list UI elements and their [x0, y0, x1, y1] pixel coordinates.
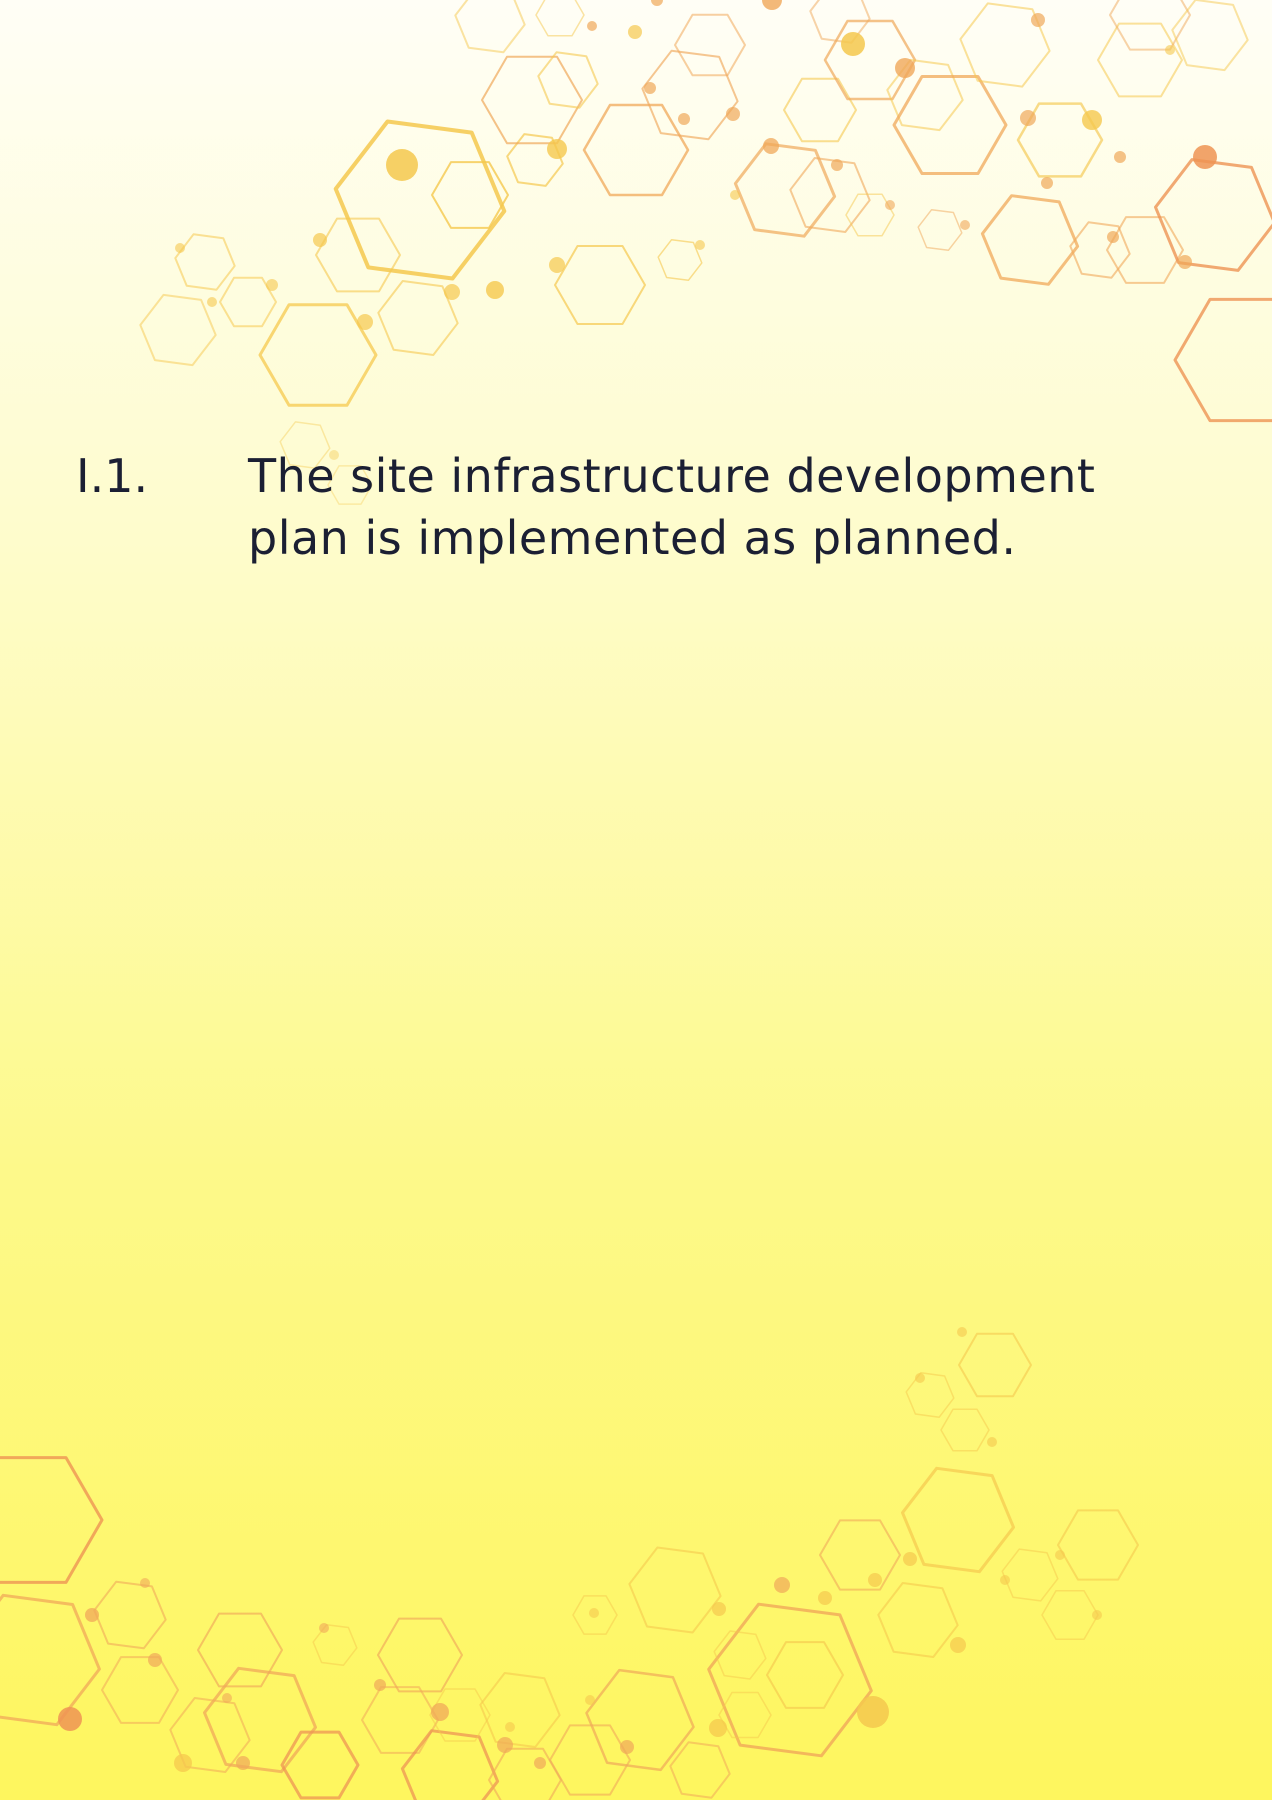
decorative-node-dot — [1020, 110, 1036, 126]
decorative-node-dot — [726, 107, 740, 121]
decorative-node-dot — [1041, 177, 1053, 189]
decorative-node-dot — [386, 149, 418, 181]
decorative-node-dot — [818, 1591, 832, 1605]
decorative-node-dot — [589, 1608, 599, 1618]
decorative-hexagon — [587, 1670, 694, 1770]
decorative-hexagon — [1058, 1510, 1138, 1579]
decorative-hexagon — [480, 1673, 559, 1747]
decorative-hexagon — [102, 1657, 178, 1723]
decorative-hexagon — [959, 1334, 1031, 1396]
decorative-hexagon — [336, 122, 505, 279]
decorative-node-dot — [236, 1756, 250, 1770]
decorative-hexagon — [1175, 299, 1272, 420]
decorative-node-dot — [695, 240, 705, 250]
decorative-node-dot — [1000, 1575, 1010, 1585]
decorative-hexagon — [140, 295, 215, 365]
decorative-node-dot — [174, 1754, 192, 1772]
decorative-hexagon — [1042, 1591, 1098, 1639]
decorative-node-dot — [587, 21, 597, 31]
decorative-hexagon — [0, 1595, 99, 1724]
decorative-node-dot — [841, 32, 865, 56]
decorative-hexagon — [709, 1604, 872, 1756]
decorative-hexagon — [918, 210, 962, 251]
decorative-node-dot — [357, 314, 373, 330]
decorative-node-dot — [915, 1373, 925, 1383]
decorative-node-dot — [651, 0, 663, 6]
decorative-node-dot — [431, 1703, 449, 1721]
decorative-node-dot — [1165, 45, 1175, 55]
decorative-node-dot — [960, 220, 970, 230]
decorative-node-dot — [58, 1707, 82, 1731]
decorative-node-dot — [1055, 1550, 1065, 1560]
decorative-hexagon — [820, 1520, 900, 1589]
decorative-node-dot — [644, 82, 656, 94]
decorative-hexagon — [316, 219, 400, 292]
decorative-hexagon — [1002, 1549, 1058, 1601]
decorative-hexagon — [941, 1409, 989, 1451]
decorative-hexagon — [767, 1642, 843, 1708]
decorative-node-dot — [1092, 1610, 1102, 1620]
decorative-node-dot — [895, 58, 915, 78]
decorative-hexagon — [714, 1631, 766, 1679]
decorative-hexagon — [94, 1582, 165, 1649]
decorative-node-dot — [774, 1577, 790, 1593]
decorative-node-dot — [148, 1653, 162, 1667]
decorative-node-dot — [1107, 231, 1119, 243]
decorative-hexagon — [1098, 24, 1182, 97]
decorative-hexagon — [735, 144, 834, 236]
decorative-node-dot — [957, 1327, 967, 1337]
decorative-hexagon — [198, 1614, 282, 1687]
decorative-hexagon — [1156, 160, 1272, 271]
decorative-hexagon — [1172, 0, 1247, 70]
decorative-hexagon — [629, 1548, 720, 1633]
section-number: I.1. — [76, 449, 149, 503]
decorative-hexagon — [906, 1373, 954, 1417]
decorative-node-dot — [730, 190, 740, 200]
decorative-hexagon — [903, 1468, 1014, 1571]
decorative-node-dot — [1031, 13, 1045, 27]
decorative-hexagon — [550, 1725, 630, 1794]
decorative-node-dot — [313, 233, 327, 247]
decorative-node-dot — [678, 113, 690, 125]
section-text: The site infrastructure development plan is implemented as planned. — [248, 449, 1096, 565]
decorative-node-dot — [1082, 110, 1102, 130]
decorative-hexagon — [538, 52, 597, 107]
decorative-hexagon — [378, 1619, 462, 1692]
decorative-hexagon — [536, 0, 584, 36]
decorative-node-dot — [987, 1437, 997, 1447]
decorative-node-dot — [505, 1722, 515, 1732]
decorative-node-dot — [444, 284, 460, 300]
decorative-node-dot — [903, 1552, 917, 1566]
decorative-hexagon — [982, 196, 1077, 285]
decorative-node-dot — [319, 1623, 329, 1633]
decorative-node-dot — [207, 297, 217, 307]
decorative-node-dot — [85, 1608, 99, 1622]
decorative-node-dot — [831, 159, 843, 171]
decorative-hexagon — [489, 1749, 561, 1800]
decorative-node-dot — [374, 1679, 386, 1691]
decorative-hexagon — [584, 105, 688, 195]
decorative-hexagon — [362, 1687, 438, 1753]
decorative-node-dot — [1193, 145, 1217, 169]
decorative-node-dot — [175, 243, 185, 253]
decorative-hexagon — [0, 1458, 102, 1583]
decorative-hexagon — [282, 1732, 358, 1798]
decorative-hexagon — [642, 51, 737, 140]
decorative-hexagon — [175, 234, 234, 289]
decorative-node-dot — [885, 200, 895, 210]
decorative-hexagon — [205, 1668, 316, 1771]
decorative-node-dot — [1178, 255, 1192, 269]
decorative-hexagon — [482, 57, 582, 144]
decorative-node-dot — [1114, 151, 1126, 163]
decorative-node-dot — [868, 1573, 882, 1587]
decorative-node-dot — [620, 1740, 634, 1754]
decorative-node-dot — [950, 1637, 966, 1653]
decorative-node-dot — [547, 139, 567, 159]
decorative-node-dot — [857, 1696, 889, 1728]
decorative-node-dot — [763, 138, 779, 154]
decorative-node-dot — [266, 279, 278, 291]
decorative-hexagon — [670, 1742, 729, 1797]
decorative-node-dot — [585, 1695, 595, 1705]
decorative-node-dot — [222, 1693, 232, 1703]
decorative-node-dot — [140, 1578, 150, 1588]
decorative-hexagon — [455, 0, 524, 52]
decorative-node-dot — [534, 1757, 546, 1769]
decorative-hexagon — [313, 1625, 357, 1666]
decorative-hexagon — [555, 246, 645, 324]
decorative-node-dot — [549, 257, 565, 273]
decorative-hexagon — [784, 79, 856, 141]
decorative-hexagon — [878, 1583, 957, 1657]
decorative-hexagon — [894, 77, 1006, 174]
decorative-node-dot — [628, 25, 642, 39]
decorative-hexagon — [1070, 222, 1129, 277]
decorative-node-dot — [486, 281, 504, 299]
decorative-node-dot — [712, 1602, 726, 1616]
decorative-node-dot — [762, 0, 782, 10]
decorative-hexagon — [675, 15, 745, 76]
decorative-node-dot — [709, 1719, 727, 1737]
decorative-node-dot — [497, 1737, 513, 1753]
